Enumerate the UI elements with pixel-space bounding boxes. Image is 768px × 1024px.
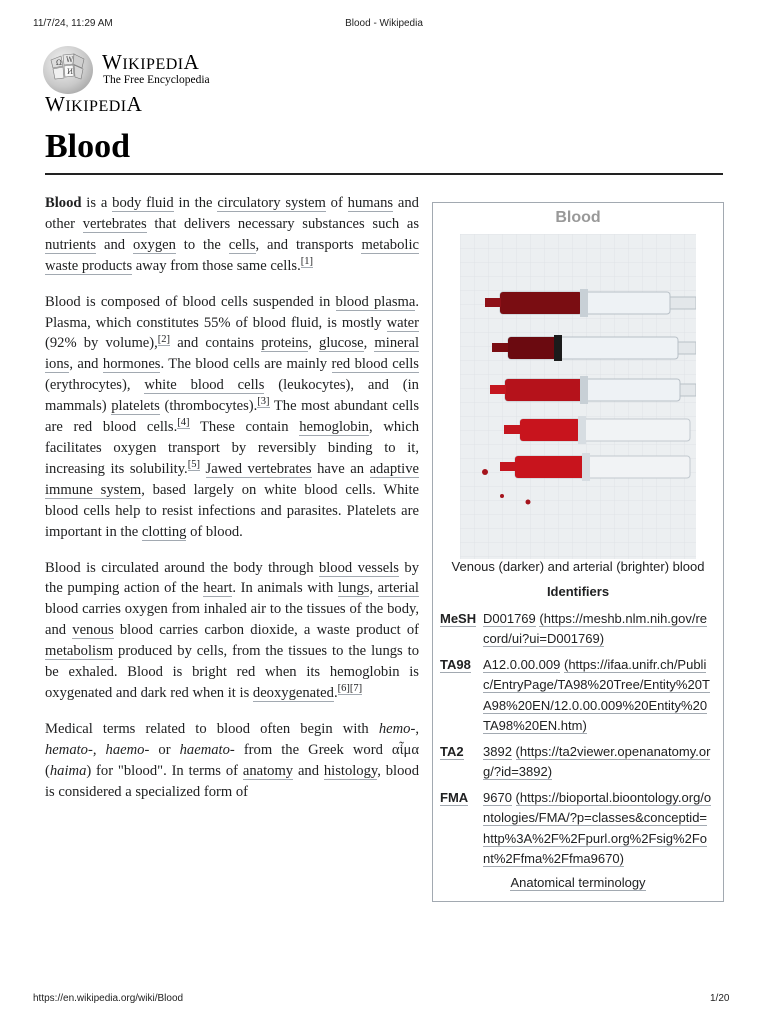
link-humans[interactable]: humans <box>347 195 394 211</box>
link-hormones[interactable]: hormones <box>102 356 161 373</box>
article-title: Blood <box>45 128 131 165</box>
link-proteins[interactable]: proteins <box>261 335 309 352</box>
title-divider <box>45 173 723 175</box>
link-deoxygenated[interactable]: deoxygenated <box>252 684 334 701</box>
wikipedia-tagline: The Free Encyclopedia <box>103 74 210 86</box>
citation-7[interactable]: [7] <box>349 683 363 695</box>
link-metabolism[interactable]: metabolism <box>45 643 114 660</box>
print-page-title: Blood - Wikipedia <box>345 18 423 29</box>
link-circulatory-system[interactable]: circulatory system <box>217 195 326 211</box>
citation-6[interactable]: [6] <box>337 683 350 695</box>
identifier-label-ta2[interactable]: TA2 <box>440 744 464 759</box>
link-lungs[interactable]: lungs <box>337 580 370 597</box>
link-vertebrates[interactable]: vertebrates <box>82 215 147 232</box>
svg-text:И: И <box>67 68 74 76</box>
infobox <box>432 202 724 902</box>
wikipedia-globe-logo[interactable] <box>43 46 93 94</box>
citation-3[interactable]: [3] <box>257 396 270 408</box>
syringe-arterial-2 <box>504 416 690 444</box>
citation-1[interactable]: [1] <box>300 255 313 267</box>
svg-text:W: W <box>66 56 74 64</box>
wikipedia-wordmark-secondary[interactable]: WIKIPEDIA <box>45 92 143 116</box>
link-water[interactable]: water <box>386 314 419 331</box>
paragraph-4: Medical terms related to blood often begin with hemo-, hemato-, haemo- or haemato- from the Greek word αἷμα (haima) for "blood". In terms of anatomy and histology, blood is considered a specialized form of <box>45 720 419 800</box>
link-metabolic-waste-products[interactable]: metabolic waste products <box>45 236 419 274</box>
print-url: https://en.wikipedia.org/wiki/Blood <box>33 993 184 1004</box>
paragraph-3: Blood is circulated around the body through blood vessels by the pumping action of the heart. In animals with lungs, arterial blood carries oxygen from inhaled air to the tissues of the body, and venous blood carries carbon dioxide, a waste product of metabolism produced by cells, from the tissues to the lungs to be exhaled. Blood is bright red when its hemoglobin is oxygenated and dark red when it is deoxygenated.[6][7] <box>45 559 419 701</box>
bold-term: Blood <box>45 195 82 211</box>
image-caption: Venous (darker) and arterial (brighter) blood <box>451 559 705 574</box>
identifier-label-ta98[interactable]: TA98 <box>440 657 471 672</box>
link-mineral-ions[interactable]: mineral ions <box>45 335 419 373</box>
link-nutrients[interactable]: nutrients <box>45 236 97 253</box>
link-oxygen[interactable]: oxygen <box>132 236 176 253</box>
print-datetime: 11/7/24, 11:29 AM <box>33 18 113 29</box>
blood-syringes-image[interactable] <box>460 234 696 559</box>
infobox-title: Blood <box>555 209 601 226</box>
link-adaptive-immune-system[interactable]: adaptive immune system <box>45 460 419 498</box>
citation-4[interactable]: [4] <box>177 417 190 429</box>
svg-text:Ω: Ω <box>56 59 62 67</box>
link-platelets[interactable]: platelets <box>111 398 160 415</box>
syringe-venous-1 <box>485 289 696 317</box>
link-blood-plasma[interactable]: blood plasma <box>335 293 416 310</box>
link-jawed-vertebrates[interactable]: Jawed vertebrates <box>205 460 312 477</box>
link-heart[interactable]: heart <box>203 580 233 597</box>
syringe-venous-2 <box>492 335 696 361</box>
identifier-value-mesh[interactable]: D001769 (https://meshb.nlm.nih.gov/re cord/ui?ui=D001769) <box>483 611 708 647</box>
link-glucose[interactable]: glucose <box>319 335 364 352</box>
syringe-arterial-1 <box>490 376 696 404</box>
link-red-blood-cells[interactable]: red blood cells <box>331 356 419 373</box>
paragraph-1: Blood is a body fluid in the circulatory system of humans and other vertebrates that delivers necessary substances such as nutrients and oxygen to the cells, and transports metabolic waste products away from those same cells.[1] <box>45 195 419 274</box>
link-hemoglobin[interactable]: hemoglobin <box>299 419 369 436</box>
identifiers-header: Identifiers <box>546 584 610 599</box>
syringe-arterial-3 <box>500 453 690 481</box>
paragraph-2: Blood is composed of blood cells suspended in blood plasma. Plasma, which constitutes 55% of blood fluid, is mostly water (92% by volume),[2] and contains proteins, glucose, mineral ions, and hormones. The blood cells are mainly red blood cells (erythrocytes), white blood cells (leukocytes), and (in mammals) platelets (thrombocytes).[3] The most abundant cells are red blood cells.[4] These contain hemoglobin, which facilitates oxygen transport by reversibly binding to it, increasing its solubility.[5] Jawed vertebrates have an adaptive immune system, based largely on white blood cells. White blood cells help to resist infections and parasites. Platelets are important in the clotting of blood. <box>45 293 420 540</box>
identifier-value-ta2[interactable]: 3892 (https://ta2viewer.openanatomy.or g/?id=3892) <box>483 744 711 780</box>
identifier-label-mesh[interactable]: MeSH <box>440 611 477 626</box>
citation-5[interactable]: [5] <box>187 459 200 471</box>
identifier-value-fma[interactable]: 9670 (https://bioportal.bioontology.org/o ntologies/FMA/?p=classes&conceptid= http%3A%2F%2Fpurl.org%2Fsig%2Fo nt%2Ffma%2Ffma9670) <box>483 790 712 866</box>
link-clotting[interactable]: clotting <box>141 523 187 540</box>
link-arterial[interactable]: arterial <box>377 580 419 597</box>
identifier-label-fma[interactable]: FMA <box>440 790 469 805</box>
link-anatomy[interactable]: anatomy <box>242 762 294 779</box>
link-venous[interactable]: venous <box>72 622 114 639</box>
link-histology[interactable]: histology <box>323 762 378 779</box>
identifier-value-ta98[interactable]: A12.0.00.009 (https://ifaa.unifr.ch/Publi c/EntryPage/TA98%20Tree/Entity%20T A98%20EN/12.0.00.009%20Entity%20 TA98%20EN.htm) <box>483 657 710 733</box>
print-page-number: 1/20 <box>710 993 730 1004</box>
article-body <box>45 193 419 817</box>
link-white-blood-cells[interactable]: white blood cells <box>144 377 265 394</box>
anatomical-terminology-link[interactable]: Anatomical terminology <box>510 875 646 890</box>
link-blood-vessels[interactable]: blood vessels <box>318 559 399 576</box>
link-body-fluid[interactable]: body fluid <box>112 195 174 211</box>
link-cells[interactable]: cells <box>228 236 256 253</box>
citation-2[interactable]: [2] <box>157 333 171 345</box>
wikipedia-wordmark[interactable]: WIKIPEDIA <box>102 50 200 74</box>
